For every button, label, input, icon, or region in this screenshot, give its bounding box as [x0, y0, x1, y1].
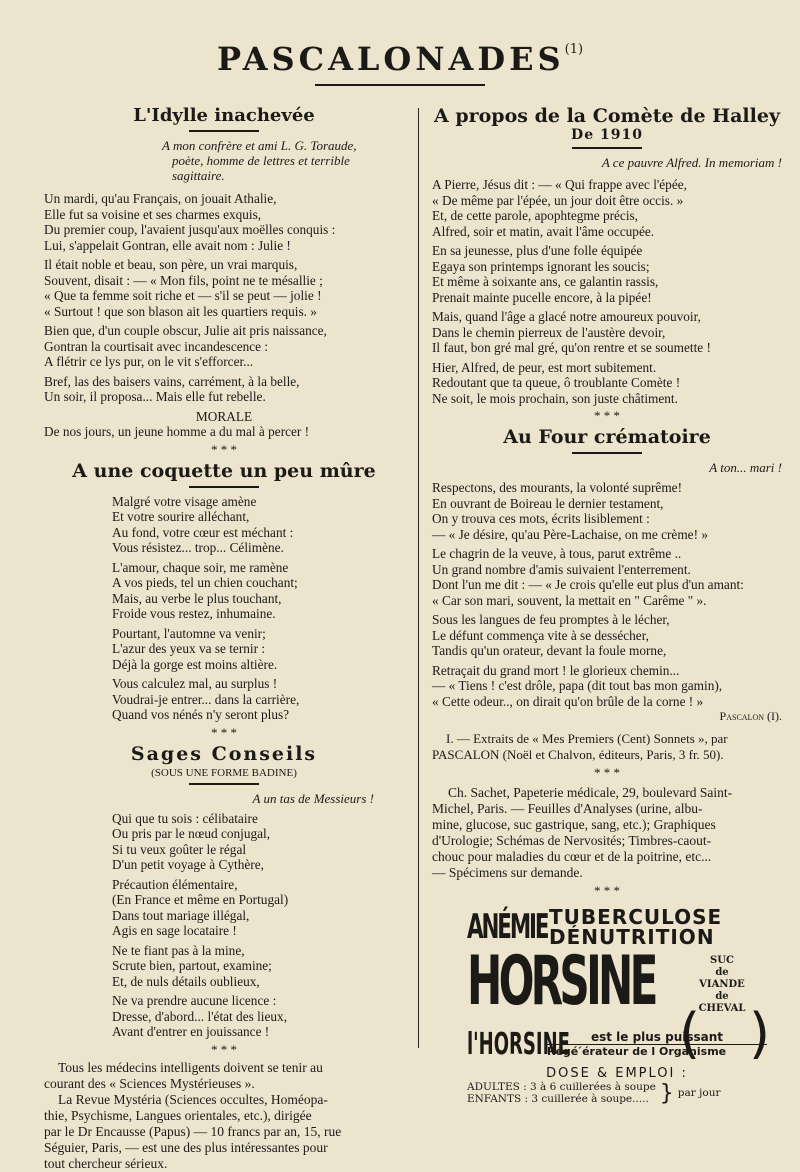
coquette-rule	[189, 486, 259, 488]
ad-tag1: est le plus puissant	[547, 1030, 767, 1045]
stanza: Qui que tu sois : célibataire Ou pris par le nœud conjugal, Si tu veux goûter le régal D'un petit voyage à Cythère,	[112, 810, 271, 872]
ad-anemie: ANÉMIE	[467, 906, 548, 947]
stanza: Bref, las des baisers vains, carrément, à la belle, Un soir, il proposa... Mais elle fut rebelle.	[44, 373, 300, 404]
stanza: Bien que, d'un couple obscur, Julie ait pris naissance, Gontran la courtisait avec incandescence : A flétrir ce lys pur, on le vit s'efforcer...	[44, 323, 327, 369]
sachet-notice: Ch. Sachet, Papeterie médicale, 29, boulevard Saint- Michel, Paris. — Feuilles d'Analyses (urine, albu- mine, glucose, suc gastrique, sang, etc.); Graphiques d'Urologie; Schémas de Nervosités; Timbres-caout- chouc pour maladies du cœur et de la poitrine, etc... — Spécimens sur demande.	[432, 784, 733, 880]
stanza: Pourtant, l'automne va venir; L'azur des yeux va se ternir : Déjà la gorge est moins altière.	[112, 625, 278, 672]
ad-tag-text	[547, 1030, 767, 1058]
four-poem	[432, 480, 782, 725]
title-rule	[315, 84, 485, 86]
stanza: Mais, quand l'âge a glacé notre amoureux pouvoir, Dans le chemin pierreux de l'austère devoir, Il faut, bon gré mal gré, qu'on rentre et se soumette !	[432, 309, 711, 355]
left-column	[44, 105, 404, 1172]
ad-par-jour: par jour	[677, 1087, 721, 1099]
ad-denutrition: DÉNUTRITION	[549, 924, 715, 949]
stanza: Il était noble et beau, son père, un vrai marquis, Souvent, disait : — « Mon fils, point ne te mésallie ; « Que ta femme soit riche et — s'il se peut — jolie ! « Surtout ! que son blason ait les quartiers requis. »	[44, 257, 323, 319]
moral-line: De nos jours, un jeune homme a du mal à percer !	[44, 424, 310, 439]
idylle-title: L'Idylle inachevée	[133, 105, 315, 126]
ad-paren-open: (	[679, 1001, 701, 1065]
ad-tag2: Régé ́érateur de l Organisme	[547, 1045, 727, 1058]
stanza: Respectons, des mourants, la volonté suprême! En ouvrant de Boireau le dernier testament, On y trouva ces mots, écrits lisiblement : — « Je désire, qu'au Père-Lachaise, on me crème! »	[432, 480, 708, 542]
ad-brace: }	[659, 1080, 674, 1106]
horsine-advertisement	[467, 904, 771, 1122]
page-title: PASCALONADES$^{(1)}$	[216, 40, 584, 78]
ad-tagline	[467, 1027, 767, 1062]
sages-dedication: A un tas de Messieurs !	[252, 790, 374, 806]
sages-poem	[44, 811, 404, 1040]
stanza: Un mardi, qu'au Français, on jouait Athalie, Elle fut sa voisine et ses charmes exquis, Du premier coup, l'avaient jusqu'aux moëlles conquis : Lui, s'appelait Gontran, elle avait nom : Julie !	[44, 191, 336, 253]
ad-paren-close: )	[749, 1001, 771, 1065]
separator-stars: * * *	[594, 408, 620, 423]
stanza: En sa jeunesse, plus d'une folle équipée Egaya son printemps ignorant les soucis; Et même à soixante ans, ce galantin rassis, Prenait mainte pucelle encore, à la pipée!	[432, 243, 659, 305]
stanza: Malgré votre visage amène Et votre sourire alléchant, Au fond, votre cœur est méchant : Vous résistez... trop... Célimène.	[112, 493, 294, 555]
stanza: Vous calculez mal, au surplus ! Voudrai-je entrer... dans la carrière, Quand vos nénés n'y seront plus?	[112, 676, 300, 722]
sages-subtitle: (SOUS UNE FORME BADINE)	[151, 766, 297, 779]
idylle-poem	[44, 191, 404, 440]
ad-dose: DOSE & EMPLOI :	[546, 1065, 688, 1081]
four-dedication: A ton... mari !	[709, 460, 782, 475]
ad-tuberculose: TUBERCULOSE	[549, 904, 723, 929]
stanza: Le chagrin de la veuve, à tous, parut extrême .. Un grand nombre d'amis suivaient l'enterrement. Dont l'un me dit : — « Je crois qu'elle eut plus d'un amant: « Car son mari, souvent, la mettait en " Carême " ».	[432, 546, 744, 608]
stanza: Ne va prendre aucune licence : Dresse, d'abord... l'état des lieux, Avant d'entrer en jouissance !	[112, 993, 288, 1039]
separator-stars: * * *	[594, 764, 620, 780]
separator-stars: * * *	[211, 441, 237, 457]
column-divider	[418, 108, 419, 1048]
moral-title: MORALE	[195, 408, 253, 424]
separator-stars: * * *	[594, 882, 620, 898]
comete-dedication: A ce pauvre Alfred. In memoriam !	[601, 155, 782, 170]
stanza: Hier, Alfred, de peur, est mort subitement. Redoutant que ta queue, ô troublante Comète ! Ne soit, le mois prochain, son juste châtiment.	[432, 359, 681, 406]
four-signature: Pascalon (I).	[719, 709, 782, 723]
ad-lhorsine: l'HORSINE	[467, 1026, 570, 1062]
idylle-rule	[189, 130, 259, 132]
stanza: Retraçait du grand mort ! le glorieux chemin... — « Tiens ! c'est drôle, papa (dit tout bas mon gamin), « Cette odeur.., on dirait qu'on brûle de la corne ! »	[432, 662, 723, 709]
coquette-poem	[44, 494, 404, 723]
stanza: L'amour, chaque soir, me ramène A vos pieds, tel un chien couchant; Mais, au verbe le plus touchant, Froide vous restez, inhumaine.	[112, 559, 298, 621]
sages-title: Sages Conseils	[130, 742, 318, 765]
masthead	[0, 40, 800, 86]
sages-rule	[189, 783, 259, 785]
footnote: I. — Extraits de « Mes Premiers (Cent) Sonnets », par PASCALON (Noël et Chalvon, éditeurs, Paris, 3 fr. 50).	[432, 730, 728, 762]
mysteria-notice: Tous les médecins intelligents doivent se tenir au courant des « Sciences Mystérieuses ». La Revue Mystéria (Sciences occultes, Homéopa- thie, Psychisme, Langues orientales, etc.), dirigée par le Dr Encausse (Papus) — 10 francs par an, 15, rue Séguier, Paris, — est une des plus intéressantes pour tout chercheur sérieux.	[44, 1059, 342, 1171]
idylle-dedication: A mon confrère et ami L. G. Toraude, poète, homme de lettres et terrible sagittaire.	[162, 138, 357, 183]
comete-subtitle: De 1910	[571, 127, 643, 143]
four-rule	[572, 452, 642, 454]
coquette-title: A une coquette un peu mûre	[72, 459, 376, 482]
title-note: (1)	[564, 42, 584, 57]
ad-dosage	[467, 1081, 767, 1106]
stanza: Sous les langues de feu promptes à le lécher, Le défunt commença vite à se dessécher, Tandis qu'un orateur, devant la foule morne,	[432, 612, 670, 658]
separator-stars: * * *	[211, 724, 237, 740]
ad-suc-de-cheval: SUC de VIANDE de CHEVAL	[698, 954, 746, 1014]
ad-horsine: HORSINE	[467, 941, 655, 1021]
comete-poem	[432, 177, 782, 406]
ad-conditions	[549, 904, 723, 949]
comete-title: A propos de la Comète de Halley	[433, 105, 780, 127]
stanza: Ne te fiant pas à la mine, Scrute bien, partout, examine; Et, de nuls détails oublieux,	[112, 942, 272, 989]
stanza: Précaution élémentaire, (En France et même en Portugal) Dans tout mariage illégal, Agis en sage locataire !	[112, 876, 289, 938]
comete-rule	[572, 147, 642, 149]
four-title: Au Four crématoire	[503, 426, 711, 448]
ad-header	[467, 904, 767, 949]
stanza: A Pierre, Jésus dit : — « Qui frappe avec l'épée, « De même par l'épée, un jour doit être occis. » Et, de cette parole, apophtegme précis, Alfred, soir et matin, avait l'âme occupée.	[432, 177, 687, 239]
separator-stars: * * *	[211, 1041, 237, 1057]
ad-dosage-lines: ADULTES : 3 à 6 cuillerées à soupe ENFANTS : 3 cuillerée à soupe.....	[467, 1081, 656, 1105]
right-column	[432, 105, 782, 1122]
